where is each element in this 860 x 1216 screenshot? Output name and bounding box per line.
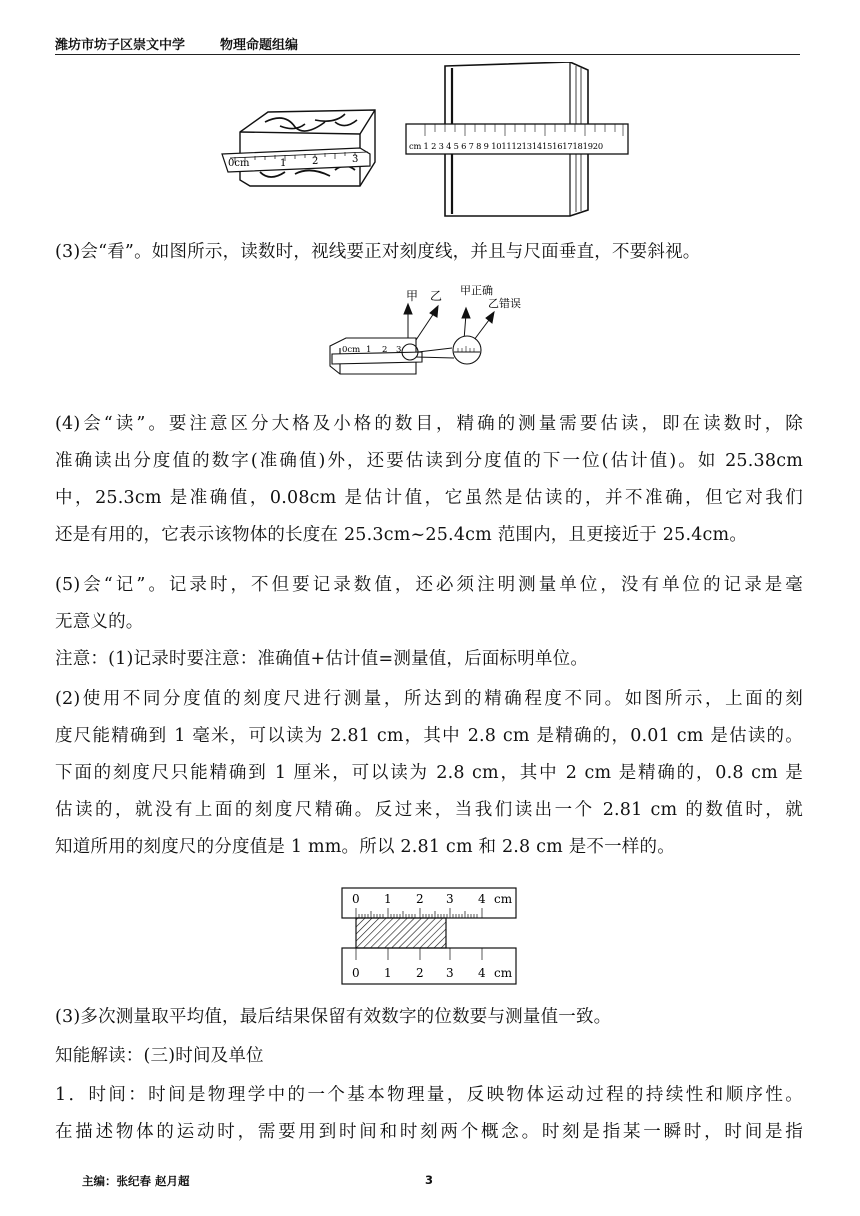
top-tick-4: 4 [478,892,486,906]
page-header [55,30,800,55]
paragraph-read [55,406,803,554]
arrow-correct [462,308,470,318]
page-number: 3 [425,1173,434,1187]
paragraph-average [55,999,803,1036]
ruler-placement-figure [220,62,640,222]
left-ruler-label-3: 3 [352,154,359,165]
bottom-ruler [342,948,516,984]
fig2-ruler-label-3: 3 [396,345,402,355]
paragraph-precision-line: 度尺能精确到 1 毫米，可以读为 2.81 cm，其中 2.8 cm 是精确的，0.01 cm 是估读的。 [55,726,803,746]
bottom-tick-2: 2 [416,966,424,980]
fig2-ruler-label-0: 0cm [342,345,361,355]
top-tick-0: 0 [352,892,360,906]
bottom-unit: cm [494,966,513,980]
fig2-ruler-label-2: 2 [382,345,388,355]
arrow-jia [404,304,412,314]
paragraph-precision-line: (2)使用不同分度值的刻度尺进行测量，所达到的精确程度不同。如图所示，上面的刻 [55,689,803,709]
note-text: 注意：(1)记录时要注意：准确值+估计值=测量值，后面标明单位。 [55,649,589,669]
paragraph-read-line: 准确读出分度值的数字(准确值)外，还要估读到分度值的下一位(估计值)。如 25.38cm [55,451,803,471]
top-tick-3: 3 [446,892,454,906]
right-ruler-labels: cm 1 2 3 4 5 6 7 8 9 1011121314151617181920 [409,141,603,151]
zoom-circle-large [453,336,481,364]
left-ruler-label-1: 1 [280,158,287,169]
label-wrong: 乙错误 [488,297,521,310]
label-jia: 甲 [406,289,419,303]
paragraph-time-line: 1．时间：时间是物理学中的一个基本物理量，反映物体运动过程的持续性和顺序性。 [55,1085,803,1105]
paragraph-precision-line: 估读的，就没有上面的刻度尺精确。反过来，当我们读出一个 2.81 cm 的数值时，就 [55,800,803,820]
section-title [55,1038,803,1075]
line-of-sight-figure [326,282,538,388]
top-unit: cm [494,892,513,906]
paragraph-look-text: (3)会“看”。如图所示，读数时，视线要正对刻度线，并且与尺面垂直，不要斜视。 [55,242,701,262]
paragraph-time [55,1077,803,1151]
label-yi: 乙 [430,289,443,303]
right-ruler [406,124,628,154]
note-paragraph [55,641,803,678]
left-ruler-label-2: 2 [312,156,319,167]
top-tick-1: 1 [384,892,392,906]
footer-editor: 主编：张纪春 赵月超 [82,1174,190,1188]
left-ruler-label-0: 0cm [228,158,250,169]
bottom-tick-4: 4 [478,966,486,980]
top-ruler [342,888,516,918]
paragraph-read-line: 中，25.3cm 是准确值，0.08cm 是估计值，它虽然是估读的，并不准确，但它对我们 [55,488,803,508]
arrow-wrong [486,312,494,323]
bottom-tick-1: 1 [384,966,392,980]
paragraph-precision-line: 知道所用的刻度尺的分度值是 1 mm。所以 2.81 cm 和 2.8 cm 是不一样的。 [55,837,675,857]
paragraph-precision-line: 下面的刻度尺只能精确到 1 厘米，可以读为 2.8 cm，其中 2 cm 是精确的，0.8 cm 是 [55,763,803,783]
paragraph-precision [55,681,803,866]
arrow-yi [430,306,438,317]
paragraph-read-line: (4)会“读”。要注意区分大格及小格的数目，精确的测量需要估读，即在读数时，除 [55,414,803,434]
bottom-tick-0: 0 [352,966,360,980]
fig2-ruler-label-1: 1 [366,345,372,355]
bottom-tick-3: 3 [446,966,454,980]
header-group: 物理命题组编 [220,38,299,53]
top-tick-2: 2 [416,892,424,906]
paragraph-look [55,234,803,271]
paragraph-average-text: (3)多次测量取平均值，最后结果保留有效数字的位数要与测量值一致。 [55,1007,612,1027]
ruler-comparison-figure [340,886,520,986]
header-school: 潍坊市坊子区崇文中学 [55,38,186,53]
paragraph-time-line: 在描述物体的运动时，需要用到时间和时刻两个概念。时刻是指某一瞬时，时间是指 [55,1122,803,1142]
paragraph-record-line: 无意义的。 [55,612,144,632]
measured-object [356,918,446,948]
paragraph-record-line: (5)会“记”。记录时，不但要记录数值，还必须注明测量单位，没有单位的记录是毫 [55,575,803,595]
section-title-text: 知能解读：(三)时间及单位 [55,1046,264,1066]
paragraph-record [55,567,803,641]
label-correct: 甲正确 [460,284,493,297]
paragraph-read-line: 还是有用的，它表示该物体的长度在 25.3cm~25.4cm 范围内，且更接近于 25.4cm。 [55,525,748,545]
